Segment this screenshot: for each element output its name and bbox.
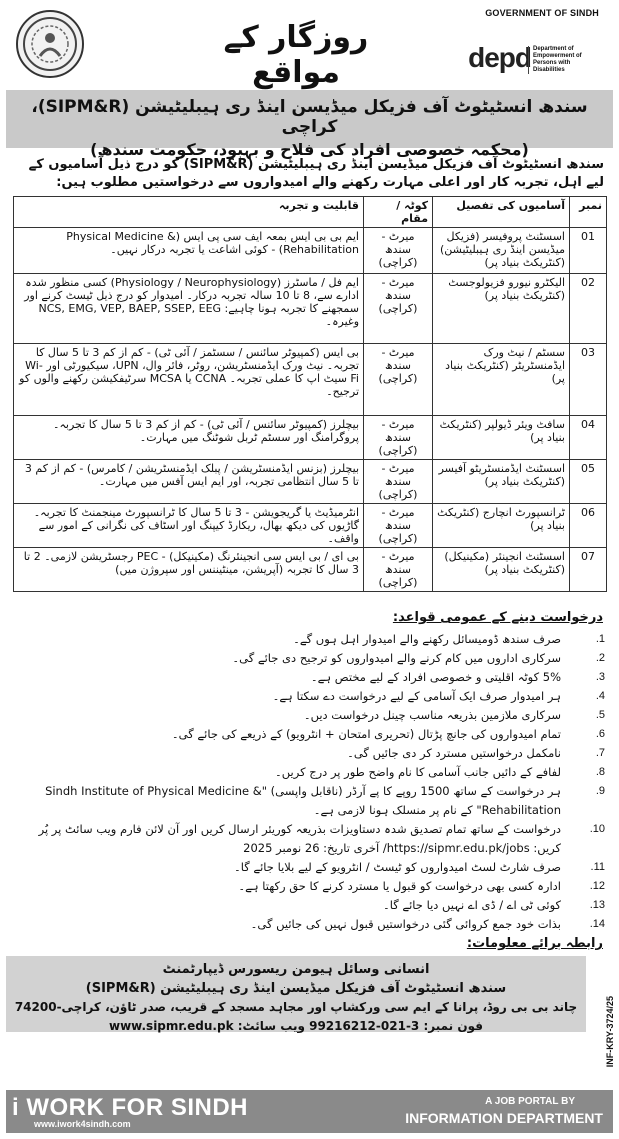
portal-line2: INFORMATION DEPARTMENT: [405, 1110, 603, 1126]
row-qualification: انٹرمیڈیٹ یا گریجویشن - 3 تا 5 سال کا ٹرانسپورٹ مینجمنٹ کا تجربہ۔ گاڑیوں کی دیکھ بھال، ریکارڈ کیپنگ اور اسٹاف کی نگرانی کے امور سے واقف۔: [14, 504, 364, 548]
list-item: 2. سرکاری اداروں میں کام کرنے والے امیدواروں کو ترجیح دی جائے گی۔: [232, 651, 605, 665]
header-position: آسامیوں کی تفصیل: [433, 197, 570, 228]
row-position: سافٹ ویئر ڈیولپر (کنٹریکٹ بنیاد پر): [433, 416, 570, 460]
list-item: 4. ہر امیدوار صرف ایک آسامی کے لیے درخواست دے سکتا ہے۔: [272, 689, 605, 703]
table-header-row: [14, 197, 607, 228]
list-item: 10. درخواست کے ساتھ تمام تصدیق شدہ دستاویزات بذریعہ کوریئر ارسال کریں اور آن لائن فارم ویب سائٹ پر پُر کریں: https://sipmr.edu.pk/jobs/ آخری تاریخ: 26 نومبر 2025: [38, 822, 605, 855]
institute-department: (محکمہ خصوصی افراد کی فلاح و بہبود، حکومت سندھ): [90, 140, 529, 159]
table-row: [14, 344, 607, 416]
table-row: [14, 504, 607, 548]
general-rules-title: درخواست دینے کے عمومی قواعد:: [392, 610, 603, 625]
row-quota: میرٹ - سندھ (کراچی): [364, 504, 433, 548]
government-label: GOVERNMENT OF SINDH: [485, 8, 599, 18]
row-quota: میرٹ - سندھ (کراچی): [364, 228, 433, 274]
contact-department: انسانی وسائل ہیومن ریسورس ڈیپارٹمنٹ: [162, 962, 430, 977]
list-item: 3. 5% کوٹہ اقلیتی و خصوصی افراد کے لیے مختص ہے۔: [310, 670, 605, 684]
row-number: 02: [570, 274, 607, 344]
contact-box: [6, 956, 586, 1032]
institute-name: سندھ انسٹیٹوٹ آف فزیکل میڈیسن اینڈ ری ہیبلیٹیشن (SIPM&R)، کراچی: [31, 97, 588, 137]
row-number: 06: [570, 504, 607, 548]
list-item: 5. سرکاری ملازمین بذریعہ مناسب چینل درخواست دیں۔: [303, 708, 605, 722]
list-item: 9. ہر درخواست کے ساتھ 1500 روپے کا پے آرڈر (ناقابل واپسی) "Sindh Institute of Physical Medicine & Rehabilitation" کے نام پر منسلک ہونا لازمی ہے۔: [45, 784, 605, 817]
row-number: 03: [570, 344, 607, 416]
contact-phone-website: فون نمبر: 3-021-99216212 ویب سائٹ: www.sipmr.edu.pk: [109, 1019, 483, 1033]
institute-banner: [6, 90, 613, 159]
sipmr-seal-logo: [16, 10, 84, 78]
row-qualification: بیچلرز (بزنس ایڈمنسٹریشن / پبلک ایڈمنسٹریشن / کامرس) - کم از کم 3 تا 5 سال انتظامی تجربہ، اور ایم ایس آفس میں مہارت۔: [14, 460, 364, 504]
depd-logo: depd: [468, 42, 531, 73]
table-row: [14, 274, 607, 344]
contact-institute: سندھ انسٹیٹوٹ آف فزیکل میڈیسن اینڈ ری ہیبلیٹیشن (SIPM&R): [85, 981, 507, 996]
list-item: 8. لفافے کے دائیں جانب آسامی کا نام واضح طور پر درج کریں۔: [275, 765, 605, 779]
row-position: سسٹم / نیٹ ورک ایڈمنسٹریٹر (کنٹریکٹ بنیاد پر): [433, 344, 570, 416]
table-row: [14, 416, 607, 460]
ad-number: INF-KRY-3724/25: [605, 996, 615, 1068]
row-qualification: ایم بی بی ایس بمعہ ایف سی پی ایس (Physical Medicine & Rehabilitation) - کوئی اشاعت یا تجربہ درکار نہیں۔: [14, 228, 364, 274]
row-quota: میرٹ - سندھ (کراچی): [364, 460, 433, 504]
general-rules-list: [24, 630, 605, 934]
list-item: 1. صرف سندھ ڈومیسائل رکھنے والے امیدوار اہل ہوں گے۔: [293, 632, 605, 646]
list-item: 6. تمام امیدواروں کی جانچ پڑتال (تحریری امتحان + انٹرویو) کے ذریعے کی جائے گی۔: [171, 727, 605, 741]
list-item: 14. بذات خود جمع کروائی گئی درخواستیں قبول نہیں کی جائیں گی۔: [250, 917, 605, 931]
row-qualification: بیچلرز (کمپیوٹر سائنس / آئی ٹی) - کم از کم 3 تا 5 سال کا تجربہ۔ پروگرامنگ اور سسٹم ٹربل شوٹنگ میں مہارت۔: [14, 416, 364, 460]
list-item: 11. صرف شارٹ لسٹ امیدواروں کو ٹیسٹ / انٹرویو کے لیے بلایا جائے گا۔: [233, 860, 605, 874]
positions-table: [13, 196, 607, 592]
row-quota: میرٹ - سندھ (کراچی): [364, 344, 433, 416]
job-advertisement: [6, 6, 613, 1133]
list-item: 12. ادارہ کسی بھی درخواست کو قبول یا مسترد کرنے کا حق رکھتا ہے۔: [238, 879, 605, 893]
iwork-url[interactable]: www.iwork4sindh.com: [34, 1119, 131, 1129]
portal-line1: A JOB PORTAL BY: [485, 1096, 575, 1107]
intro-text: سندھ انسٹیٹوٹ آف فزیکل میڈیسن اینڈ ری ہیبلیٹیشن (SIPM&R) کو درج ذیل آسامیوں کے لیے اہل، تجربہ کار اور اعلی مہارت رکھنے والے امیدواروں سے درخواستیں مطلوب ہیں:: [28, 157, 604, 190]
row-position: اسسٹنٹ انجینئر (مکینیکل) (کنٹریکٹ بنیاد پر): [433, 548, 570, 592]
row-number: 05: [570, 460, 607, 504]
contact-title: رابطہ برائے معلومات:: [466, 936, 603, 951]
header-quota: کوٹہ / مقام: [364, 197, 433, 228]
page-title: روزگار کے مواقع: [223, 20, 369, 90]
row-number: 01: [570, 228, 607, 274]
iwork-brand: i WORK FOR SINDH: [12, 1094, 248, 1121]
row-number: 04: [570, 416, 607, 460]
contact-address: چاند بی بی روڈ، پرانا کے ایم سی ورکشاپ اور مجاہد مسجد کے قریب، صدر ٹاؤن، کراچی-74200: [14, 1000, 578, 1014]
header: [6, 6, 613, 90]
row-position: ٹرانسپورٹ انچارج (کنٹریکٹ بنیاد پر): [433, 504, 570, 548]
list-item: 13. کوئی ٹی اے / ڈی اے نہیں دیا جائے گا۔: [382, 898, 605, 912]
row-number: 07: [570, 548, 607, 592]
footer: [6, 1090, 613, 1133]
row-position: اسسٹنٹ پروفیسر (فزیکل میڈیسن اینڈ ری ہیبلیٹیشن) (کنٹریکٹ بنیاد پر): [433, 228, 570, 274]
table-row: [14, 228, 607, 274]
row-quota: میرٹ - سندھ (کراچی): [364, 274, 433, 344]
row-position: اسسٹنٹ ایڈمنسٹریٹو آفیسر (کنٹریکٹ بنیاد پر): [433, 460, 570, 504]
row-qualification: ایم فل / ماسٹرز (Physiology / Neurophysiology) کسی منظور شدہ ادارے سے، 8 تا 10 سالہ تجربہ درکار۔ امیدوار کو درج ذیل ٹیسٹ کرنے اور سمجھنے کا تجربہ ہونا چاہیے: NCS, EMG, VEP, BAEP, SSEP, EEG وغیرہ۔: [14, 274, 364, 344]
row-position: الیکٹرو نیورو فزیولوجسٹ (کنٹریکٹ بنیاد پر): [433, 274, 570, 344]
row-quota: میرٹ - سندھ (کراچی): [364, 548, 433, 592]
table-row: [14, 460, 607, 504]
row-qualification: بی ای / بی ایس سی انجینئرنگ (مکینیکل) - PEC رجسٹریشن لازمی۔ 2 تا 3 سال کا تجربہ (آپریشن، مینٹیننس اور سپروژن میں): [14, 548, 364, 592]
header-number: نمبر: [570, 197, 607, 228]
list-item: 7. نامکمل درخواستیں مسترد کر دی جائیں گی۔: [347, 746, 605, 760]
row-qualification: بی ایس (کمپیوٹر سائنس / سسٹمز / آئی ٹی) - کم از کم 3 تا 5 سال کا تجربہ۔ نیٹ ورک ایڈمنسٹریشن، روٹر، فائر وال، UPN، سیکیورٹی اور Wi-Fi سیٹ اپ کا عملی تجربہ۔ CCNA یا MCSA سرٹیفکیشن رکھنے والوں کو ترجیح۔: [14, 344, 364, 416]
row-quota: میرٹ - سندھ (کراچی): [364, 416, 433, 460]
header-qualification: قابلیت و تجربہ: [14, 197, 364, 228]
depd-subtitle: Department of Empowerment of Persons with Disabilities: [528, 46, 595, 74]
table-row: [14, 548, 607, 592]
